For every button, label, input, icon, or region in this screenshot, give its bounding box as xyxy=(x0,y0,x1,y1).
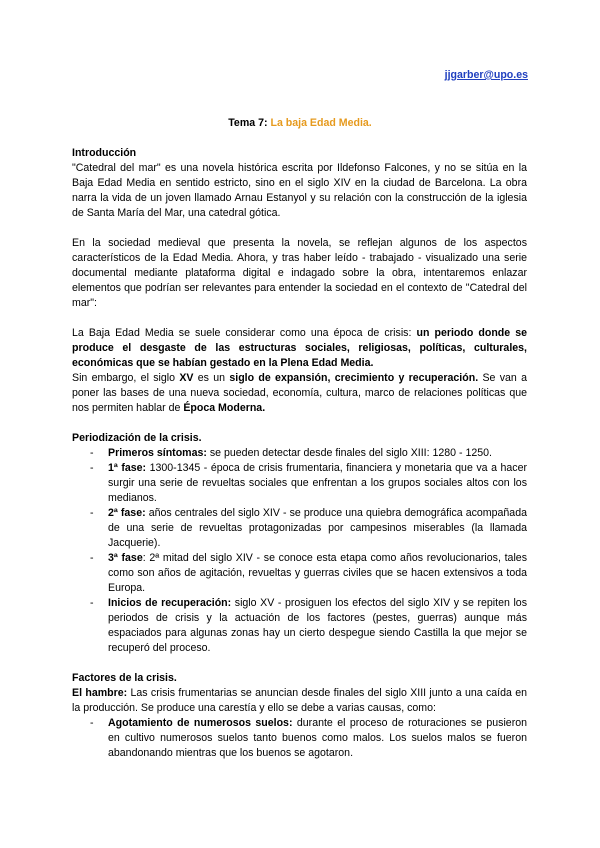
dash-bullet: - xyxy=(90,597,94,609)
intro-paragraph-1: "Catedral del mar" es una novela histórica escrita por Ildefonso Falcones, y no se sitúa en la Baja Edad Media en sentido estricto, sino en el siglo XIV en la ciudad de Barcelona. La obra narra la vida de un joven llamado Arnau Estanyol y su relación con la construcción de la iglesia de Santa María del Mar, una catedral gótica. xyxy=(72,162,527,219)
item-text: : 2ª mitad del siglo XIV - se conoce esta etapa como años revolucionarios, tales como son años de agitación, revueltas y guerras civiles que se hacen extensivos a toda Europa. xyxy=(108,552,527,594)
dash-bullet: - xyxy=(90,507,94,519)
hunger-text: Las crisis frumentarias se anuncian desde finales del siglo XIII junto a una caída en la producción. Se produce una carestía y ello se debe a varias causas, como: xyxy=(72,687,528,714)
intro-paragraph-2: En la sociedad medieval que presenta la novela, se reflejan algunos de los aspectos característicos de la Edad Media. Ahora, y tras haber leído - trabajado - visualizado una serie documental mediante plataforma digital e indagado sobre la obra, intentaremos enlazar elementos que podrían ser relevantes para entender la sociedad en el contexto de "Catedral del mar": xyxy=(72,237,527,309)
intro-paragraph-4 xyxy=(72,371,527,416)
item-text: se pueden detectar desde finales del siglo XIII: 1280 - 1250. xyxy=(206,447,492,459)
dash-bullet: - xyxy=(90,447,94,459)
dash-bullet: - xyxy=(90,552,94,564)
p3-bold: un periodo donde se produce el desgaste de las estructuras sociales, religiosas, políticas, culturales, económicas que se habían gestado en la Plena Edad Media. xyxy=(72,327,527,369)
item-label: Inicios de recuperación: xyxy=(108,597,232,609)
list-item xyxy=(72,596,527,656)
title-accent: La baja Edad Media. xyxy=(270,117,372,129)
item-label: 1ª fase: xyxy=(108,462,147,474)
p3-text: La Baja Edad Media se suele considerar como una época de crisis: xyxy=(72,327,417,339)
list-item xyxy=(72,716,527,761)
factors-list xyxy=(72,716,527,761)
factors-heading: Factores de la crisis. xyxy=(72,672,177,684)
item-text: años centrales del siglo XIV - se produce una quiebra demográfica acompañada de una serie de revueltas protagonizadas por campesinos miserables (la llamada Jacquerie). xyxy=(108,507,527,549)
item-text: siglo XV - prosiguen los efectos del siglo XIV y se repiten los periodos de crisis y la actuación de los factores (pestes, guerras) aunque más espaciados para algunas zonas hay un cierto despegue siendo Castilla la que mejor se recuperó del proceso. xyxy=(108,597,527,654)
p4-bold-epoca: Época Moderna. xyxy=(183,402,266,414)
list-item xyxy=(72,446,527,461)
hunger-paragraph xyxy=(72,686,527,716)
item-label: Agotamiento de numerosos suelos: xyxy=(108,717,293,729)
item-label: 2ª fase: xyxy=(108,507,146,519)
document-body xyxy=(72,146,527,761)
periodization-list xyxy=(72,446,527,656)
list-item xyxy=(72,551,527,596)
hunger-label: El hambre: xyxy=(72,687,128,699)
intro-paragraph-3 xyxy=(72,326,527,371)
item-text: durante el proceso de roturaciones se pusieron en cultivo numerosos suelos tanto buenos como malos. Los suelos malos se fueron abandonando mientras que los buenos se agotaron. xyxy=(108,717,528,759)
p4-text-c: es un xyxy=(193,372,230,384)
periodization-heading: Periodización de la crisis. xyxy=(72,432,202,444)
dash-bullet: - xyxy=(90,717,94,729)
dash-bullet: - xyxy=(90,462,94,474)
list-item xyxy=(72,461,527,506)
title-prefix: Tema 7: xyxy=(228,117,268,129)
page-title xyxy=(0,116,600,131)
list-item xyxy=(72,506,527,551)
p4-bold-expansion: siglo de expansión, crecimiento y recuperación. xyxy=(229,372,479,384)
item-label: Primeros síntomas: xyxy=(108,447,207,459)
author-email-link[interactable]: jjgarber@upo.es xyxy=(444,69,528,81)
item-text: 1300-1345 - época de crisis frumentaria, financiera y monetaria que va a hacer surgir una serie de revueltas sociales que enfrentan a los grupos sociales altos con los medianos. xyxy=(108,462,527,504)
p4-text-e: Se van a poner las bases de una nueva sociedad, economía, cultura, marco de relaciones políticas que nos permiten hablar de xyxy=(72,372,527,414)
intro-heading: Introducción xyxy=(72,147,137,159)
p4-bold-century: XV xyxy=(179,372,194,384)
item-label: 3ª fase xyxy=(108,552,143,564)
p4-text-a: Sin embargo, el siglo xyxy=(72,372,180,384)
